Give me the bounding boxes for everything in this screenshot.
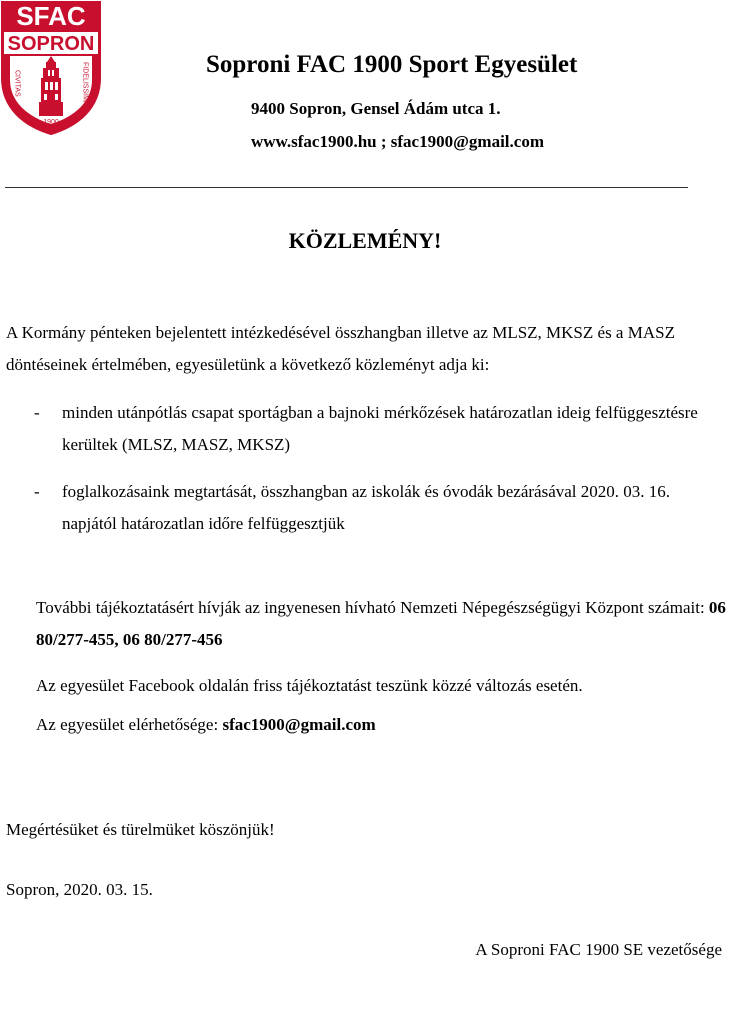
logo-year: 1900	[43, 119, 59, 126]
contact-email: sfac1900@gmail.com	[222, 715, 376, 734]
hotline-paragraph	[36, 592, 736, 656]
date-line: Sopron, 2020. 03. 15.	[6, 880, 153, 899]
header-divider	[5, 187, 688, 188]
contact-paragraph	[36, 709, 376, 741]
hotline-numbers: 06 80/277-455, 06 80/277-456	[36, 598, 726, 649]
organization-address: 9400 Sopron, Gensel Ádám utca 1.	[251, 99, 501, 118]
organization-contact: www.sfac1900.hu ; sfac1900@gmail.com	[251, 132, 544, 151]
thanks-line: Megértésüket és türelmüket köszönjük!	[6, 820, 275, 839]
document-title: KÖZLEMÉNY!	[288, 228, 442, 253]
signature: A Soproni FAC 1900 SE vezetősége	[475, 940, 722, 959]
logo-top-text: SFAC	[16, 1, 86, 31]
bullet-dash: -	[34, 403, 40, 422]
contact-label: Az egyesület elérhetősége:	[36, 715, 223, 734]
bullet-text: minden utánpótlás csapat sportágban a bajnoki mérkőzések határozatlan ideig felfüggesztésre kerültek (MLSZ, MASZ, MKSZ)	[62, 403, 698, 454]
sfac-logo	[0, 0, 102, 136]
hotline-text: További tájékoztatásért hívják az ingyenesen hívható Nemzeti Népegészségügyi Központ számait:	[36, 598, 709, 617]
logo-ring-left: CIVITAS	[13, 70, 21, 97]
bullet-text: foglalkozásaink megtartását, összhangban az iskolák és óvodák bezárásával 2020. 03. 16. napjától határozatlan időre felfüggesztjük	[62, 482, 671, 533]
facebook-paragraph: Az egyesület Facebook oldalán friss tájékoztatást teszünk közzé változás esetén.	[36, 676, 583, 695]
organization-name: Soproni FAC 1900 Sport Egyesület	[206, 51, 578, 78]
intro-paragraph: A Kormány pénteken bejelentett intézkedésével összhangban illetve az MLSZ, MKSZ és a MASZ döntéseinek értelmében, egyesületünk a következő közleményt adja ki:	[6, 323, 675, 374]
logo-ring-right: FIDELISSIMA	[81, 62, 89, 106]
bullet-dash: -	[34, 482, 40, 501]
logo-main-text: SOPRON	[7, 33, 95, 55]
